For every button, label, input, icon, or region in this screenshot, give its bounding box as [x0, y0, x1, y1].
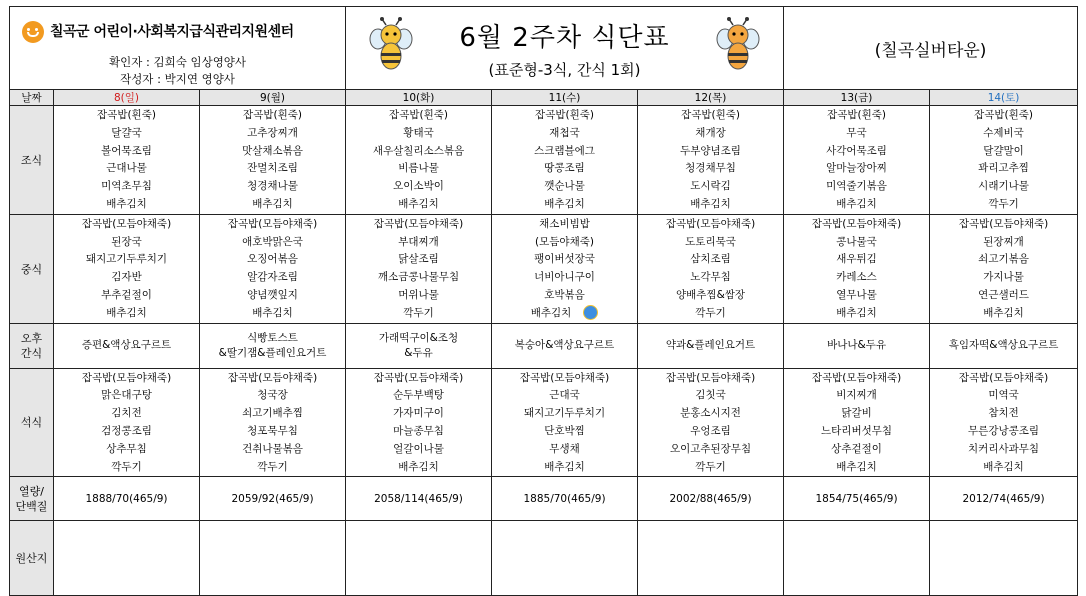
menu-item: 잡곡밥(모듬야채죽) [81, 217, 172, 230]
menu-item: 쇠고기배추찜 [242, 407, 303, 420]
menu-item: 청포묵무침 [247, 424, 298, 437]
menu-item: 양배추찜&쌈장 [676, 288, 746, 301]
menu-item: 잡곡밥(흰죽) [243, 109, 302, 121]
menu-item: 잡곡밥(모듬야채죽) [373, 217, 464, 230]
menu-item: 사각어묵조림 [826, 144, 887, 157]
date-cell [200, 90, 346, 106]
breakfast-cell [200, 106, 346, 215]
menu-item: 시래기나물 [978, 180, 1029, 193]
menu-item: 잡곡밥(흰죽) [389, 109, 448, 121]
row-label-calories [10, 477, 54, 521]
menu-item: 잡곡밥(모듬야채죽) [958, 217, 1049, 230]
menu-item: 단호박찜 [544, 424, 585, 437]
menu-item: 깍두기 [257, 460, 288, 473]
menu-item: 미역초무침 [101, 180, 152, 193]
menu-item: 오이소박이 [393, 180, 444, 193]
menu-item: 깨소금콩나물무침 [377, 271, 460, 284]
menu-item: 배추김치 [836, 197, 877, 210]
menu-item: 근대국 [549, 389, 580, 402]
dinner-cell [784, 368, 930, 477]
menu-item-wrap [492, 305, 637, 323]
calories-cell [784, 477, 930, 521]
origin-cell [200, 521, 346, 596]
menu-item: 김칫국 [695, 389, 726, 402]
calories-label-text: 열량/ 단백질 [15, 484, 48, 513]
date-cell [784, 90, 930, 106]
menu-item: 잡곡밥(흰죽) [827, 109, 886, 121]
row-label-date: 날짜 [10, 90, 54, 106]
menu-item: 열무나물 [836, 288, 877, 301]
menu-item: 잡곡밥(모듬야채죽) [958, 371, 1049, 384]
menu-item: 참치전 [988, 407, 1019, 420]
menu-item: 카레소스 [836, 271, 877, 284]
dinner-cell [492, 368, 638, 477]
menu-item: 잡곡밥(모듬야채죽) [519, 371, 610, 384]
menu-item: 된장찌개 [983, 235, 1024, 248]
lunch-row [10, 214, 1078, 323]
lunch-cell [346, 214, 492, 323]
menu-item: 무생채 [549, 442, 580, 455]
menu-item: 배추김치 [252, 197, 293, 210]
menu-item: (모듬야채죽) [535, 235, 594, 248]
menu-item: 잡곡밥(모듬야채죽) [811, 371, 902, 384]
dinner-cell [346, 368, 492, 477]
lunch-cell [638, 214, 784, 323]
menu-item: 배추김치 [983, 306, 1024, 319]
menu-item: 채소비빔밥 [539, 217, 590, 230]
menu-item: 배추김치 [544, 460, 585, 473]
menu-item: 양념깻잎지 [247, 288, 298, 301]
menu-item: 재첩국 [549, 126, 580, 139]
menu-item: 잡곡밥(모듬야채죽) [665, 371, 756, 384]
menu-item: 미역줄기볶음 [826, 180, 887, 193]
menu-item: 배추김치 [106, 197, 147, 210]
menu-item: 느타리버섯무침 [821, 424, 893, 437]
menu-item: 가자미구이 [393, 407, 444, 420]
menu-item: 김치전 [111, 407, 142, 420]
snack-item: 가래떡구이&조청 &두유 [378, 331, 459, 359]
snack-item: 흑임자떡&액상요구르트 [948, 339, 1059, 352]
menu-item: 오징어볶음 [247, 253, 298, 266]
menu-item: 잡곡밥(흰죽) [535, 109, 594, 121]
calories-value: 1885/70(465/9) [523, 492, 606, 505]
menu-item: 머위나물 [398, 288, 439, 301]
menu-item: 삼치조림 [690, 253, 731, 266]
date-label: 14(토) [987, 92, 1020, 104]
row-label-dinner: 석식 [10, 368, 54, 477]
calories-value: 2059/92(465/9) [231, 492, 314, 505]
menu-item: 배추김치 [398, 460, 439, 473]
menu-item: 마늘종무침 [393, 424, 444, 437]
dinner-row [10, 368, 1078, 477]
lunch-cell [54, 214, 200, 323]
date-cell [346, 90, 492, 106]
menu-item: 순두부백탕 [393, 389, 444, 402]
menu-item: 알감자조림 [247, 271, 298, 284]
menu-item: 채개장 [695, 126, 726, 139]
menu-item: 근대나물 [106, 162, 147, 175]
org-info-cell [10, 7, 346, 90]
snack-cell [492, 323, 638, 368]
origin-cell [346, 521, 492, 596]
menu-item: 달걀국 [111, 126, 142, 139]
title-cell [346, 7, 784, 90]
menu-item: 새우살칠리소스볶음 [372, 144, 465, 157]
menu-item: 배추김치 [530, 306, 572, 319]
org-name: 칠곡군 어린이·사회복지급식관리지원센터 [50, 24, 294, 40]
breakfast-cell [784, 106, 930, 215]
lunch-cell [784, 214, 930, 323]
menu-item: 부대찌개 [398, 235, 439, 248]
breakfast-cell [492, 106, 638, 215]
menu-item: 고추장찌개 [247, 126, 298, 139]
origin-cell [492, 521, 638, 596]
menu-item: 무국 [846, 126, 867, 139]
menu-item: 청국장 [257, 389, 288, 402]
calories-cell [54, 477, 200, 521]
menu-item: 애호박맑은국 [242, 235, 303, 248]
snack-row [10, 323, 1078, 368]
menu-item: 연근샐러드 [978, 288, 1029, 301]
calories-value: 1854/75(465/9) [815, 492, 898, 505]
menu-item: 부추겉절이 [101, 288, 152, 301]
menu-item: 스크램블에그 [534, 144, 595, 157]
snack-item: 복숭아&액상요구르트 [514, 339, 615, 352]
row-label-lunch: 중식 [10, 214, 54, 323]
menu-item: 닭살조림 [398, 253, 439, 266]
breakfast-cell [54, 106, 200, 215]
date-row [10, 90, 1078, 106]
menu-item: 잡곡밥(모듬야채죽) [227, 217, 318, 230]
menu-item: 두부양념조림 [680, 144, 741, 157]
weekly-menu-table [9, 6, 1078, 596]
date-label: 11(수) [548, 92, 581, 104]
menu-item: 볼어묵조림 [101, 144, 152, 157]
writer-text: 작성자 : 박지연 영양사 [120, 72, 235, 86]
breakfast-cell [930, 106, 1078, 215]
menu-item: 깍두기 [988, 197, 1019, 210]
menu-item: 알마늘장아찌 [826, 162, 887, 175]
menu-item: 치커리사과무침 [968, 442, 1040, 455]
menu-item: 맑은대구탕 [101, 389, 152, 402]
confirmer-text: 확인자 : 김희숙 임상영양사 [108, 55, 247, 69]
snack-cell [638, 323, 784, 368]
calories-value: 2058/114(465/9) [374, 492, 463, 505]
menu-item: 깍두기 [111, 460, 142, 473]
menu-item: 상추무침 [106, 442, 147, 455]
date-label: 10(화) [402, 92, 435, 104]
menu-item: 김자반 [111, 271, 142, 284]
breakfast-cell [346, 106, 492, 215]
calories-cell [492, 477, 638, 521]
menu-item: 비름나물 [398, 162, 439, 175]
badge-icon [583, 305, 598, 320]
origin-cell [54, 521, 200, 596]
origin-cell [930, 521, 1078, 596]
snack-item: 식빵토스트 &딸기잼&플레인요거트 [218, 331, 327, 359]
menu-item: 무른강낭콩조림 [968, 424, 1040, 437]
menu-item: 배추김치 [252, 306, 293, 319]
menu-item: 도시락김 [690, 180, 731, 193]
menu-item: 잡곡밥(흰죽) [681, 109, 740, 121]
origin-cell [784, 521, 930, 596]
menu-item: 깍두기 [695, 306, 726, 319]
menu-item: 비지찌개 [836, 389, 877, 402]
menu-item: 잡곡밥(모듬야채죽) [81, 371, 172, 384]
page-title: 6월 2주차 식단표 [459, 23, 670, 53]
snack-cell [930, 323, 1078, 368]
menu-item: 달걀말이 [983, 144, 1024, 157]
menu-item: 배추김치 [983, 460, 1024, 473]
origin-row [10, 521, 1078, 596]
calories-cell [930, 477, 1078, 521]
breakfast-row [10, 106, 1078, 215]
snack-cell [784, 323, 930, 368]
menu-item: 배추김치 [836, 460, 877, 473]
menu-item: 너비아니구이 [534, 271, 595, 284]
lunch-cell [930, 214, 1078, 323]
menu-item: 잡곡밥(흰죽) [97, 109, 156, 121]
date-cell [930, 90, 1078, 106]
snack-cell [346, 323, 492, 368]
menu-item: 깻순나물 [544, 180, 585, 193]
menu-item: 얼갈이나물 [393, 442, 444, 455]
menu-item: 꽈리고추찜 [978, 162, 1029, 175]
menu-item: 청경채무침 [685, 162, 736, 175]
menu-item: 맛살채소볶음 [242, 144, 303, 157]
date-cell [638, 90, 784, 106]
menu-item: 배추김치 [690, 197, 731, 210]
calories-value: 1888/70(465/9) [85, 492, 168, 505]
date-label: 12(목) [694, 92, 727, 104]
menu-item: 콩나물국 [836, 235, 877, 248]
dinner-cell [638, 368, 784, 477]
snack-item: 바나나&두유 [827, 339, 886, 352]
page-subtitle: (표준형-3식, 간식 1회) [488, 61, 641, 79]
menu-item: 된장국 [111, 235, 142, 248]
menu-item: 도토리묵국 [685, 235, 736, 248]
origin-cell [638, 521, 784, 596]
menu-item: 잡곡밥(모듬야채죽) [665, 217, 756, 230]
menu-item: 잔멸치조림 [247, 162, 298, 175]
menu-item: 잡곡밥(모듬야채죽) [227, 371, 318, 384]
date-label: 8(일) [113, 92, 140, 104]
row-label-origin: 원산지 [10, 521, 54, 596]
lunch-cell [492, 214, 638, 323]
header-row [10, 7, 1078, 90]
date-cell [54, 90, 200, 106]
menu-item: 건취나물볶음 [242, 442, 303, 455]
menu-item: 노각무침 [690, 271, 731, 284]
menu-item: 땅콩조림 [544, 162, 585, 175]
menu-item: 배추김치 [106, 306, 147, 319]
bee-mascot-icon [715, 17, 761, 73]
menu-item: 잡곡밥(모듬야채죽) [373, 371, 464, 384]
snack-label-text: 오후 간식 [20, 331, 43, 360]
menu-item: 황태국 [403, 126, 434, 139]
row-label-snack [10, 323, 54, 368]
calories-row [10, 477, 1078, 521]
menu-item: 청경채나물 [247, 180, 298, 193]
menu-item: 깍두기 [403, 306, 434, 319]
menu-item: 배추김치 [544, 197, 585, 210]
lunch-cell [200, 214, 346, 323]
menu-item: 상추겉절이 [831, 442, 882, 455]
date-cell [492, 90, 638, 106]
dinner-cell [54, 368, 200, 477]
menu-item: 오이고추된장무침 [669, 442, 752, 455]
menu-item: 배추김치 [398, 197, 439, 210]
calories-cell [638, 477, 784, 521]
menu-item: 돼지고기두루치기 [523, 407, 606, 420]
menu-item: 새우튀김 [836, 253, 877, 266]
facility-name: (칠곡실버타운) [784, 7, 1078, 90]
center-logo-icon [22, 21, 44, 43]
menu-item: 깍두기 [695, 460, 726, 473]
snack-cell [54, 323, 200, 368]
menu-item: 팽이버섯장국 [534, 253, 595, 266]
menu-item: 쇠고기볶음 [978, 253, 1029, 266]
date-label: 9(월) [259, 92, 286, 104]
calories-cell [346, 477, 492, 521]
snack-item: 약과&플레인요거트 [665, 339, 756, 352]
menu-item: 가지나물 [983, 271, 1024, 284]
calories-value: 2012/74(465/9) [962, 492, 1045, 505]
row-label-breakfast: 조식 [10, 106, 54, 215]
snack-cell [200, 323, 346, 368]
menu-item: 호박볶음 [544, 288, 585, 301]
menu-item: 잡곡밥(모듬야채죽) [811, 217, 902, 230]
menu-item: 닭갈비 [841, 407, 872, 420]
calories-cell [200, 477, 346, 521]
breakfast-cell [638, 106, 784, 215]
menu-item: 미역국 [988, 389, 1019, 402]
menu-item: 배추김치 [836, 306, 877, 319]
menu-item: 돼지고기두루치기 [85, 253, 168, 266]
menu-item: 검정콩조림 [101, 424, 152, 437]
menu-item: 수제비국 [983, 126, 1024, 139]
snack-item: 증편&액상요구르트 [81, 339, 172, 352]
menu-item: 분홍소시지전 [680, 407, 741, 420]
dinner-cell [200, 368, 346, 477]
calories-value: 2002/88(465/9) [669, 492, 752, 505]
date-label: 13(금) [840, 92, 873, 104]
dinner-cell [930, 368, 1078, 477]
menu-item: 잡곡밥(흰죽) [974, 109, 1033, 121]
menu-item: 우엉조림 [690, 424, 731, 437]
